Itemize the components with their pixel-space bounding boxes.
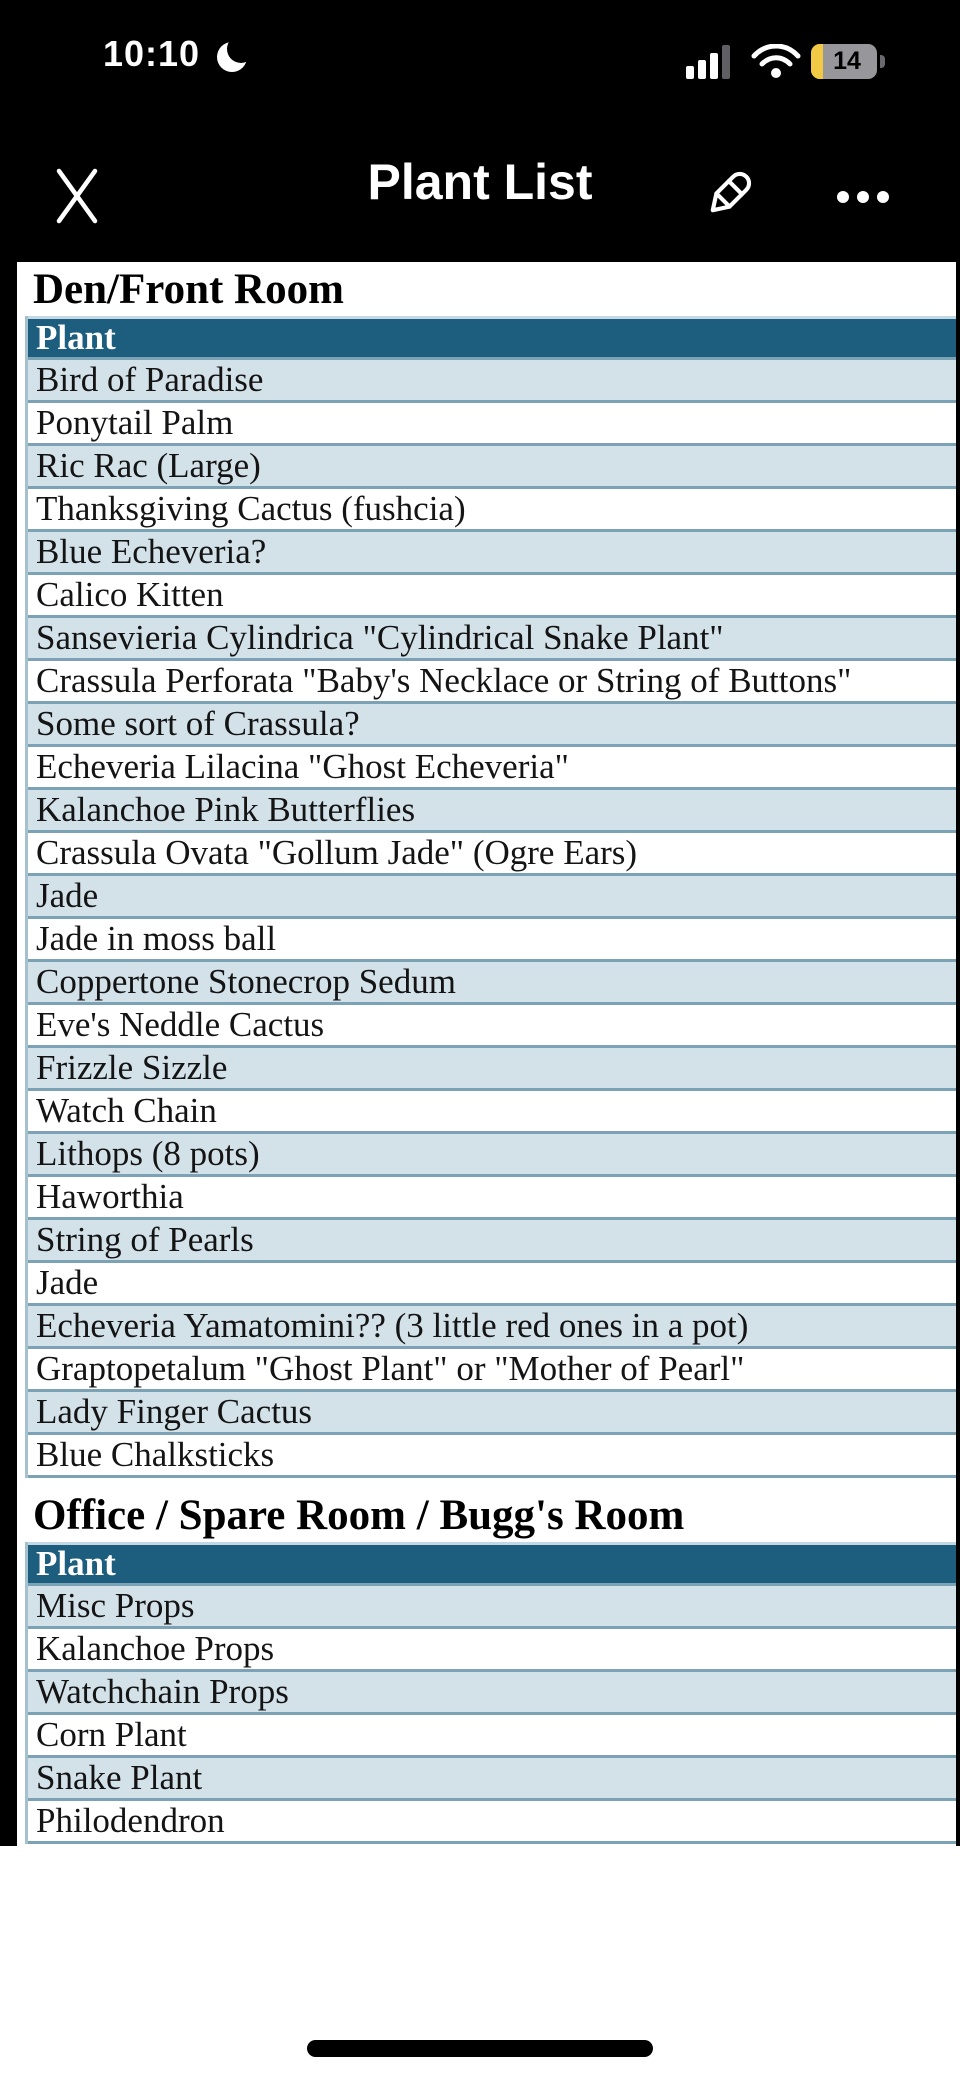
battery-cap xyxy=(880,55,885,68)
cellular-signal-icon xyxy=(686,44,738,84)
wifi-icon xyxy=(751,44,801,85)
table-row: Some sort of Crassula? xyxy=(28,704,960,747)
document-page xyxy=(0,262,960,2079)
table-header-cell: Plant xyxy=(28,1542,960,1586)
top-bar xyxy=(0,0,960,262)
table-row: Blue Chalksticks xyxy=(28,1435,960,1478)
table-header-cell: Plant xyxy=(28,316,960,360)
table-row: Lady Finger Cactus xyxy=(28,1392,960,1435)
table-row: Philodendron xyxy=(28,1801,960,1844)
table-row: Echeveria Lilacina "Ghost Echeveria" xyxy=(28,747,960,790)
focus-moon-icon xyxy=(214,36,254,76)
table-row: Sansevieria Cylindrica "Cylindrical Snake Plant" xyxy=(28,618,960,661)
table-row: Kalanchoe Pink Butterflies xyxy=(28,790,960,833)
table-rows xyxy=(28,1586,960,1844)
table-row: Thanksgiving Cactus (fushcia) xyxy=(28,489,960,532)
status-time: 10:10 xyxy=(103,33,201,74)
close-button[interactable] xyxy=(52,163,102,229)
plant-table-office xyxy=(25,1542,960,1844)
table-row: Coppertone Stonecrop Sedum xyxy=(28,962,960,1005)
table-row: Blue Echeveria? xyxy=(28,532,960,575)
table-row: Corn Plant xyxy=(28,1715,960,1758)
table-row: Calico Kitten xyxy=(28,575,960,618)
plant-table-den xyxy=(25,316,960,1478)
pencil-icon xyxy=(698,214,764,229)
table-rows xyxy=(28,360,960,1478)
document-body xyxy=(25,262,960,1844)
page-title: Plant List xyxy=(367,154,593,210)
table-row: Haworthia xyxy=(28,1177,960,1220)
table-row: Jade xyxy=(28,876,960,919)
table-row: Bird of Paradise xyxy=(28,360,960,403)
table-row: Lithops (8 pots) xyxy=(28,1134,960,1177)
table-row: Snake Plant xyxy=(28,1758,960,1801)
battery-percent: 14 xyxy=(833,47,861,75)
ellipsis-icon xyxy=(834,196,892,211)
table-row: Graptopetalum "Ghost Plant" or "Mother of Pearl" xyxy=(28,1349,960,1392)
home-indicator[interactable] xyxy=(307,2040,653,2057)
table-row: Echeveria Yamatomini?? (3 little red ones in a pot) xyxy=(28,1306,960,1349)
table-row: String of Pearls xyxy=(28,1220,960,1263)
table-row: Ric Rac (Large) xyxy=(28,446,960,489)
table-row: Watchchain Props xyxy=(28,1672,960,1715)
section-heading: Den/Front Room xyxy=(33,266,344,313)
battery-indicator xyxy=(811,44,877,79)
table-row: Misc Props xyxy=(28,1586,960,1629)
page-edge-right xyxy=(956,262,960,1846)
table-row: Frizzle Sizzle xyxy=(28,1048,960,1091)
table-row: Crassula Perforata "Baby's Necklace or String of Buttons" xyxy=(28,661,960,704)
table-row: Jade xyxy=(28,1263,960,1306)
edit-button[interactable] xyxy=(698,158,764,226)
more-button[interactable] xyxy=(834,186,892,208)
section-heading: Office / Spare Room / Bugg's Room xyxy=(33,1492,685,1539)
table-row: Watch Chain xyxy=(28,1091,960,1134)
table-row: Eve's Neddle Cactus xyxy=(28,1005,960,1048)
table-row: Ponytail Palm xyxy=(28,403,960,446)
close-x-icon xyxy=(52,217,102,232)
table-row: Kalanchoe Props xyxy=(28,1629,960,1672)
table-row: Jade in moss ball xyxy=(28,919,960,962)
table-row: Crassula Ovata "Gollum Jade" (Ogre Ears) xyxy=(28,833,960,876)
page-edge-left xyxy=(0,262,17,1846)
